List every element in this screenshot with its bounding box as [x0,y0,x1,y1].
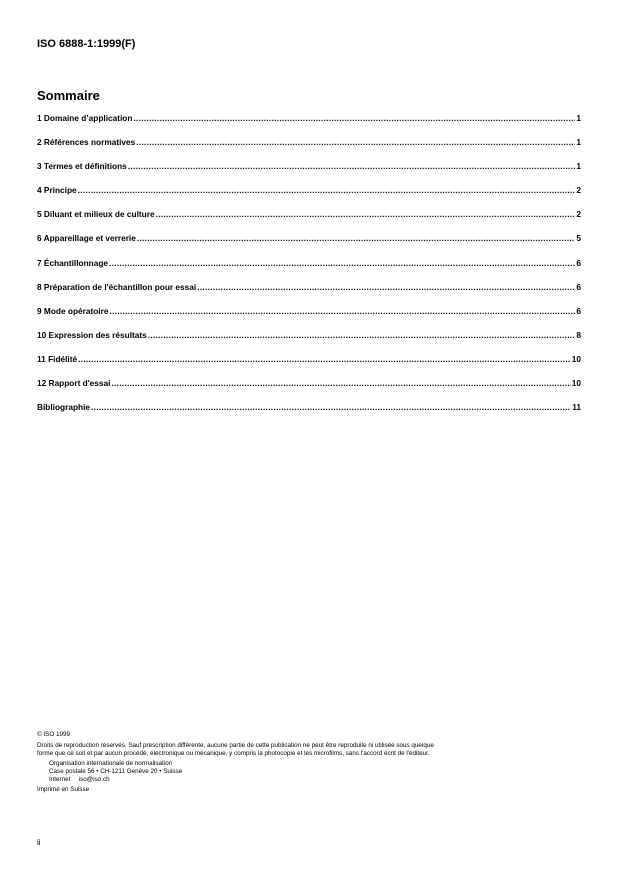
toc-entry-page: 10 [571,378,581,389]
toc-entry-label: 5 Diluant et milieux de culture [37,209,155,220]
toc-entry[interactable] [37,354,581,378]
toc-entry-label: 6 Appareillage et verrerie [37,233,136,244]
toc-leader-dots [197,282,575,292]
toc-leader-dots [111,378,570,388]
toc-entry-page: 10 [571,353,581,364]
toc-entry-page: 2 [576,185,581,196]
toc-leader-dots [78,354,571,364]
toc-title: Sommaire [37,88,100,103]
toc-entry[interactable] [37,378,581,402]
toc-entry[interactable] [37,209,581,233]
toc-leader-dots [136,137,575,147]
org-address: Case postale 56 • CH-1211 Genève 20 • Suisse [49,768,183,775]
toc-entry-page: 6 [576,281,581,292]
rights-statement [37,742,587,758]
toc-entry-page: 8 [576,329,581,340]
toc-entry-label: 12 Rapport d'essai [37,378,111,389]
toc-entry-label: 10 Expression des résultats [37,329,147,340]
toc-leader-dots [109,306,575,316]
toc-entry-page: 1 [576,137,581,148]
toc-leader-dots [128,161,576,171]
toc-entry[interactable] [37,185,581,209]
toc-entry[interactable] [37,258,581,282]
publisher-address [37,760,587,784]
toc-entry-label: 11 Fidélité [37,353,78,364]
toc-leader-dots [156,209,576,219]
toc-entry-page: 11 [572,402,581,413]
internet-label: Internet [49,776,71,783]
internet-email-link[interactable]: iso@iso.ch [78,776,110,783]
toc-entry-page: 5 [576,233,581,244]
toc-entry-label: 9 Mode opératoire [37,305,109,316]
toc-entry[interactable] [37,306,581,330]
toc-entry-label: Bibliographie [37,402,91,413]
toc-entry[interactable] [37,137,581,161]
rights-line: forme que ce soit et par aucun procédé, électronique ou mécanique, y compris la photocopie et les microfilms, sans l'accord écrit de l'éditeur. [37,750,430,757]
toc-entry-label: 8 Préparation de l'échantillon pour essai [37,281,197,292]
rights-line: Droits de reproduction réservés. Sauf prescription différente, aucune partie de cette publication ne peut être reproduite ni utilisée sous quelque [37,742,434,749]
toc-entry[interactable] [37,330,581,354]
copyright-footer [37,731,587,794]
toc-entry-label: 1 Domaine d’application [37,113,133,123]
toc-leader-dots [109,258,575,268]
document-id-header: ISO 6888-1:1999(F) [37,38,136,50]
table-of-contents [37,113,581,426]
page-number: ii [37,838,41,847]
copyright-notice: © ISO 1999 [37,731,70,738]
toc-entry-page: 6 [576,305,581,316]
toc-leader-dots [133,113,575,123]
toc-entry-label: 4 Principe [37,185,77,196]
toc-entry-page: 1 [576,113,581,123]
toc-leader-dots [148,330,576,340]
toc-entry-label: 3 Termes et définitions [37,161,127,172]
toc-leader-dots [137,233,576,243]
printed-in: Imprimé en Suisse [37,786,90,793]
toc-entry[interactable] [37,113,581,137]
toc-entry-page: 6 [576,257,581,268]
toc-entry[interactable] [37,402,581,426]
toc-entry-label: 7 Échantillonnage [37,257,108,268]
toc-entry[interactable] [37,282,581,306]
internet-contact [49,776,587,784]
toc-entry[interactable] [37,233,581,257]
toc-entry-page: 2 [576,209,581,220]
toc-entry[interactable] [37,161,581,185]
toc-entry-page: 1 [576,161,581,172]
toc-leader-dots [91,402,571,412]
toc-leader-dots [78,185,576,195]
org-name: Organisation internationale de normalisation [49,760,173,767]
toc-entry-label: 2 Références normatives [37,137,136,148]
